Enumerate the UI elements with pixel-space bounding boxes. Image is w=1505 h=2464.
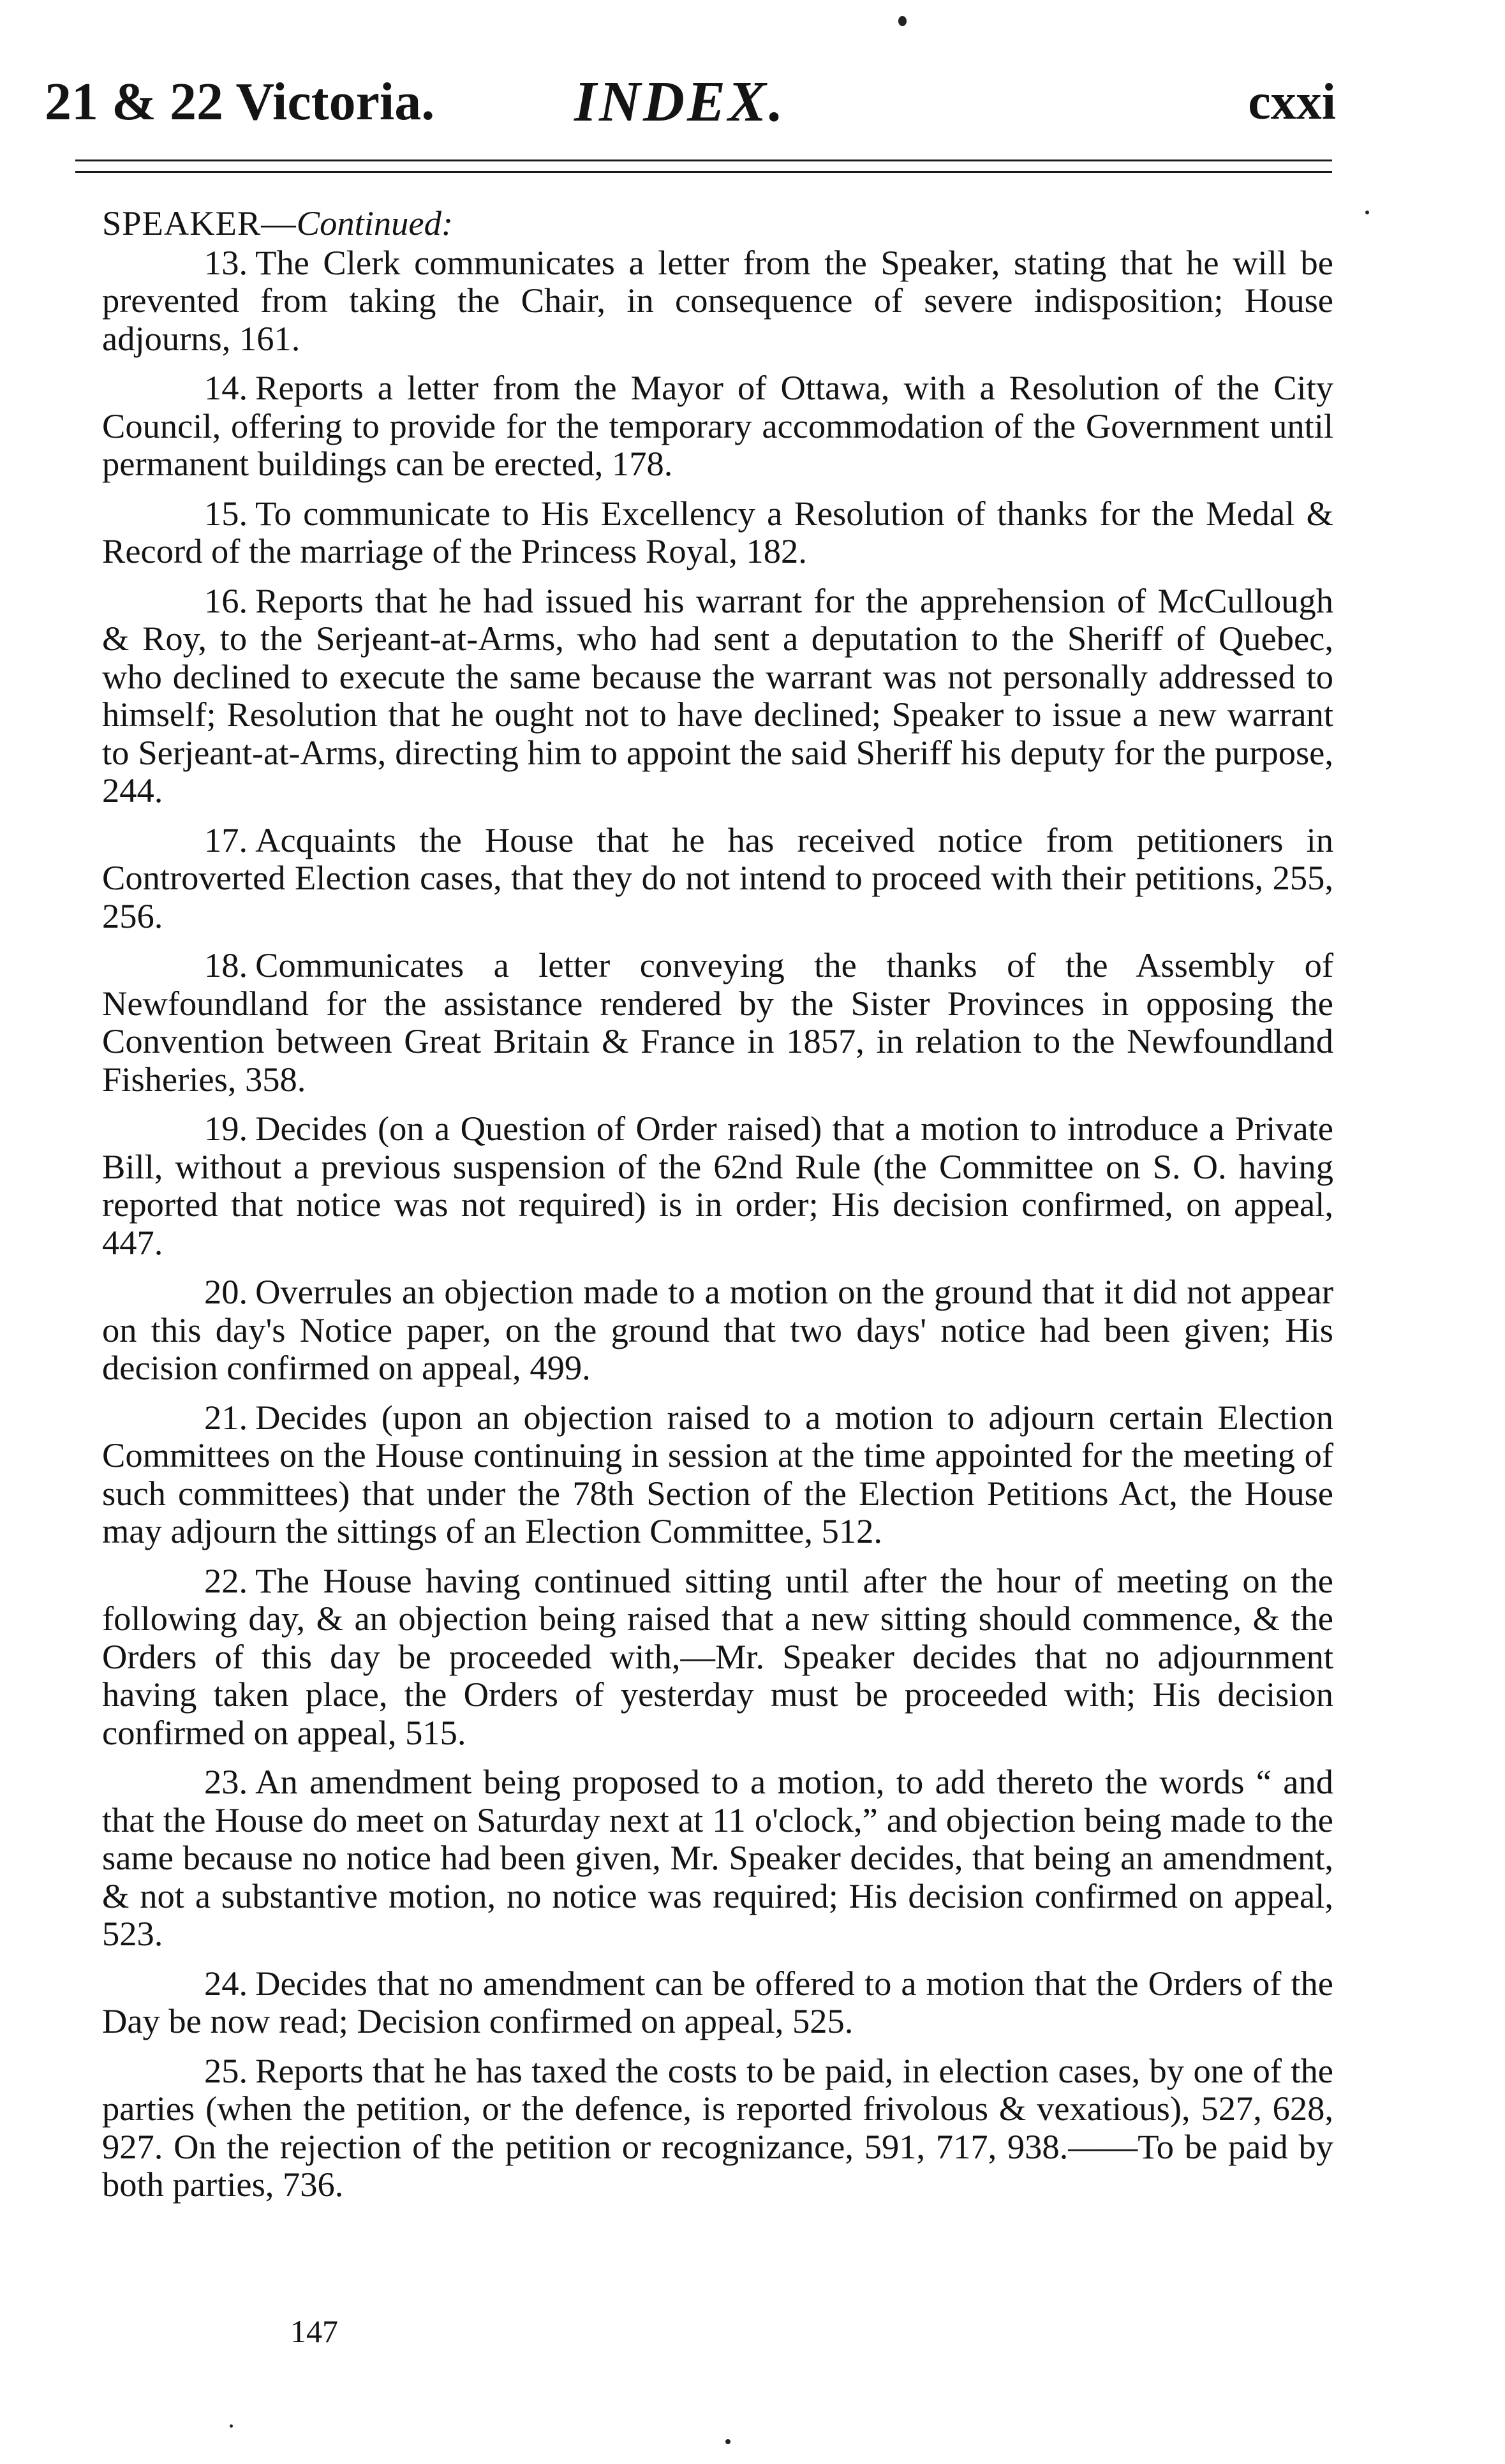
entry-number: 15. (204, 493, 248, 533)
index-entry-21 (102, 1399, 1333, 1550)
entry-text: Decides (upon an objection raised to a motion to adjourn certain Election Committees on the House continuing in session at the time appointed for the meeting of such committees) that under the 78th Section of the Election Petitions Act, the House may adjourn the sittings of an Election Committee, 512. (102, 1397, 1333, 1550)
running-head (45, 67, 1336, 137)
ink-speck (898, 16, 907, 26)
index-title: INDEX. (574, 70, 786, 133)
ink-speck (230, 2424, 233, 2428)
header-rule-top (75, 160, 1332, 161)
continued-label: Continued: (296, 204, 454, 242)
index-entry-19 (102, 1110, 1333, 1261)
session-title: 21 & 22 Victoria. (45, 72, 435, 131)
entry-number: 17. (204, 820, 248, 859)
entry-text: To communicate to His Excellency a Resolution of thanks for the Medal & Record of the marriage of the Princess Royal, 182. (102, 493, 1333, 570)
entry-text: An amendment being proposed to a motion, to add thereto the words “ and that the House do meet on Saturday next at 11 o'clock,” and objection being made to the same because no notice had been given, Mr. Speaker decides, that being an amendment, & not a substantive motion, no notice was required; His decision confirmed on appeal, 523. (102, 1762, 1333, 1953)
section-heading (102, 204, 1333, 242)
index-entry-13 (102, 244, 1333, 358)
index-entry-22 (102, 1562, 1333, 1752)
index-entry-17 (102, 821, 1333, 935)
entry-number: 18. (204, 946, 248, 984)
index-entry-24 (102, 1964, 1333, 2040)
entry-text: The House having continued sitting until after the hour of meeting on the following day, & an objection being raised that a new sitting should commence, & the Orders of this day be proceeded with,—Mr. Speaker decides that no adjournment having taken place, the Orders of yesterday must be proceeded with; His decision confirmed on appeal, 515. (102, 1561, 1333, 1752)
entry-number: 23. (204, 1762, 248, 1801)
index-entry-15 (102, 494, 1333, 570)
entry-text: Reports that he had issued his warrant for the apprehension of McCullough & Roy, to the Serjeant-at-Arms, who had sent a deputation to the Sheriff of Quebec, who declined to execute the same because the warrant was not personally addressed to himself; Resolution that he ought not to have declined; Speaker to issue a new warrant to Serjeant-at-Arms, directing him to appoint the said Sheriff his deputy for the purpose, 244. (102, 581, 1333, 810)
entry-text: Decides that no amendment can be offered to a motion that the Orders of the Day be now read; Decision confirmed on appeal, 525. (102, 1963, 1333, 2040)
entry-number: 21. (204, 1397, 248, 1437)
header-rule-bottom (75, 171, 1332, 173)
signature-mark: 147 (290, 2313, 338, 2349)
index-entry-14 (102, 369, 1333, 483)
page-number-roman: cxxi (1248, 74, 1336, 130)
entry-text: The Clerk communicates a letter from the Speaker, stating that he will be prevented from taking the Chair, in consequence of severe indisposition; House adjourns, 161. (102, 242, 1333, 358)
index-entry-23 (102, 1763, 1333, 1953)
index-entry-16 (102, 582, 1333, 810)
index-entry-18 (102, 946, 1333, 1098)
ink-speck (1365, 211, 1369, 214)
entry-number: 19. (204, 1109, 248, 1148)
index-body (102, 204, 1333, 2215)
entry-text: Acquaints the House that he has received notice from petitioners in Controverted Election cases, that they do not intend to proceed with their petitions, 255, 256. (102, 820, 1333, 935)
index-entry-20 (102, 1273, 1333, 1387)
entry-number: 16. (204, 581, 248, 620)
entry-number: 24. (204, 1963, 248, 2003)
entry-number: 13. (204, 242, 248, 282)
entry-text: Reports a letter from the Mayor of Ottawa, with a Resolution of the City Council, offering to provide for the temporary accommodation of the Government until permanent buildings can be erected, 178. (102, 368, 1333, 483)
index-entry-25 (102, 2052, 1333, 2204)
entry-text: Reports that he has taxed the costs to be paid, in election cases, by one of the parties (when the petition, or the defence, is reported frivolous & vexatious), 527, 628, 927. On the rejection of the petition or recognizance, 591, 717, 938.——To be paid by both parties, 736. (102, 2051, 1333, 2204)
entry-number: 25. (204, 2051, 248, 2090)
entry-text: Communicates a letter conveying the thanks of the Assembly of Newfoundland for the assistance rendered by the Sister Provinces in opposing the Convention between Great Britain & France in 1857, in relation to the Newfoundland Fisheries, 358. (102, 946, 1333, 1099)
ink-speck (725, 2439, 730, 2444)
entry-number: 22. (204, 1561, 248, 1600)
entry-number: 14. (204, 368, 248, 407)
entry-text: Decides (on a Question of Order raised) that a motion to introduce a Private Bill, without a previous suspension of the 62nd Rule (the Committee on S. O. having reported that notice was not required) is in order; His decision confirmed, on appeal, 447. (102, 1109, 1333, 1262)
entry-text: Overrules an objection made to a motion on the ground that it did not appear on this day's Notice paper, on the ground that two days' notice had been given; His decision confirmed on appeal, 499. (102, 1272, 1333, 1387)
section-heading-label: SPEAKER— (102, 204, 297, 242)
entry-number: 20. (204, 1272, 248, 1311)
